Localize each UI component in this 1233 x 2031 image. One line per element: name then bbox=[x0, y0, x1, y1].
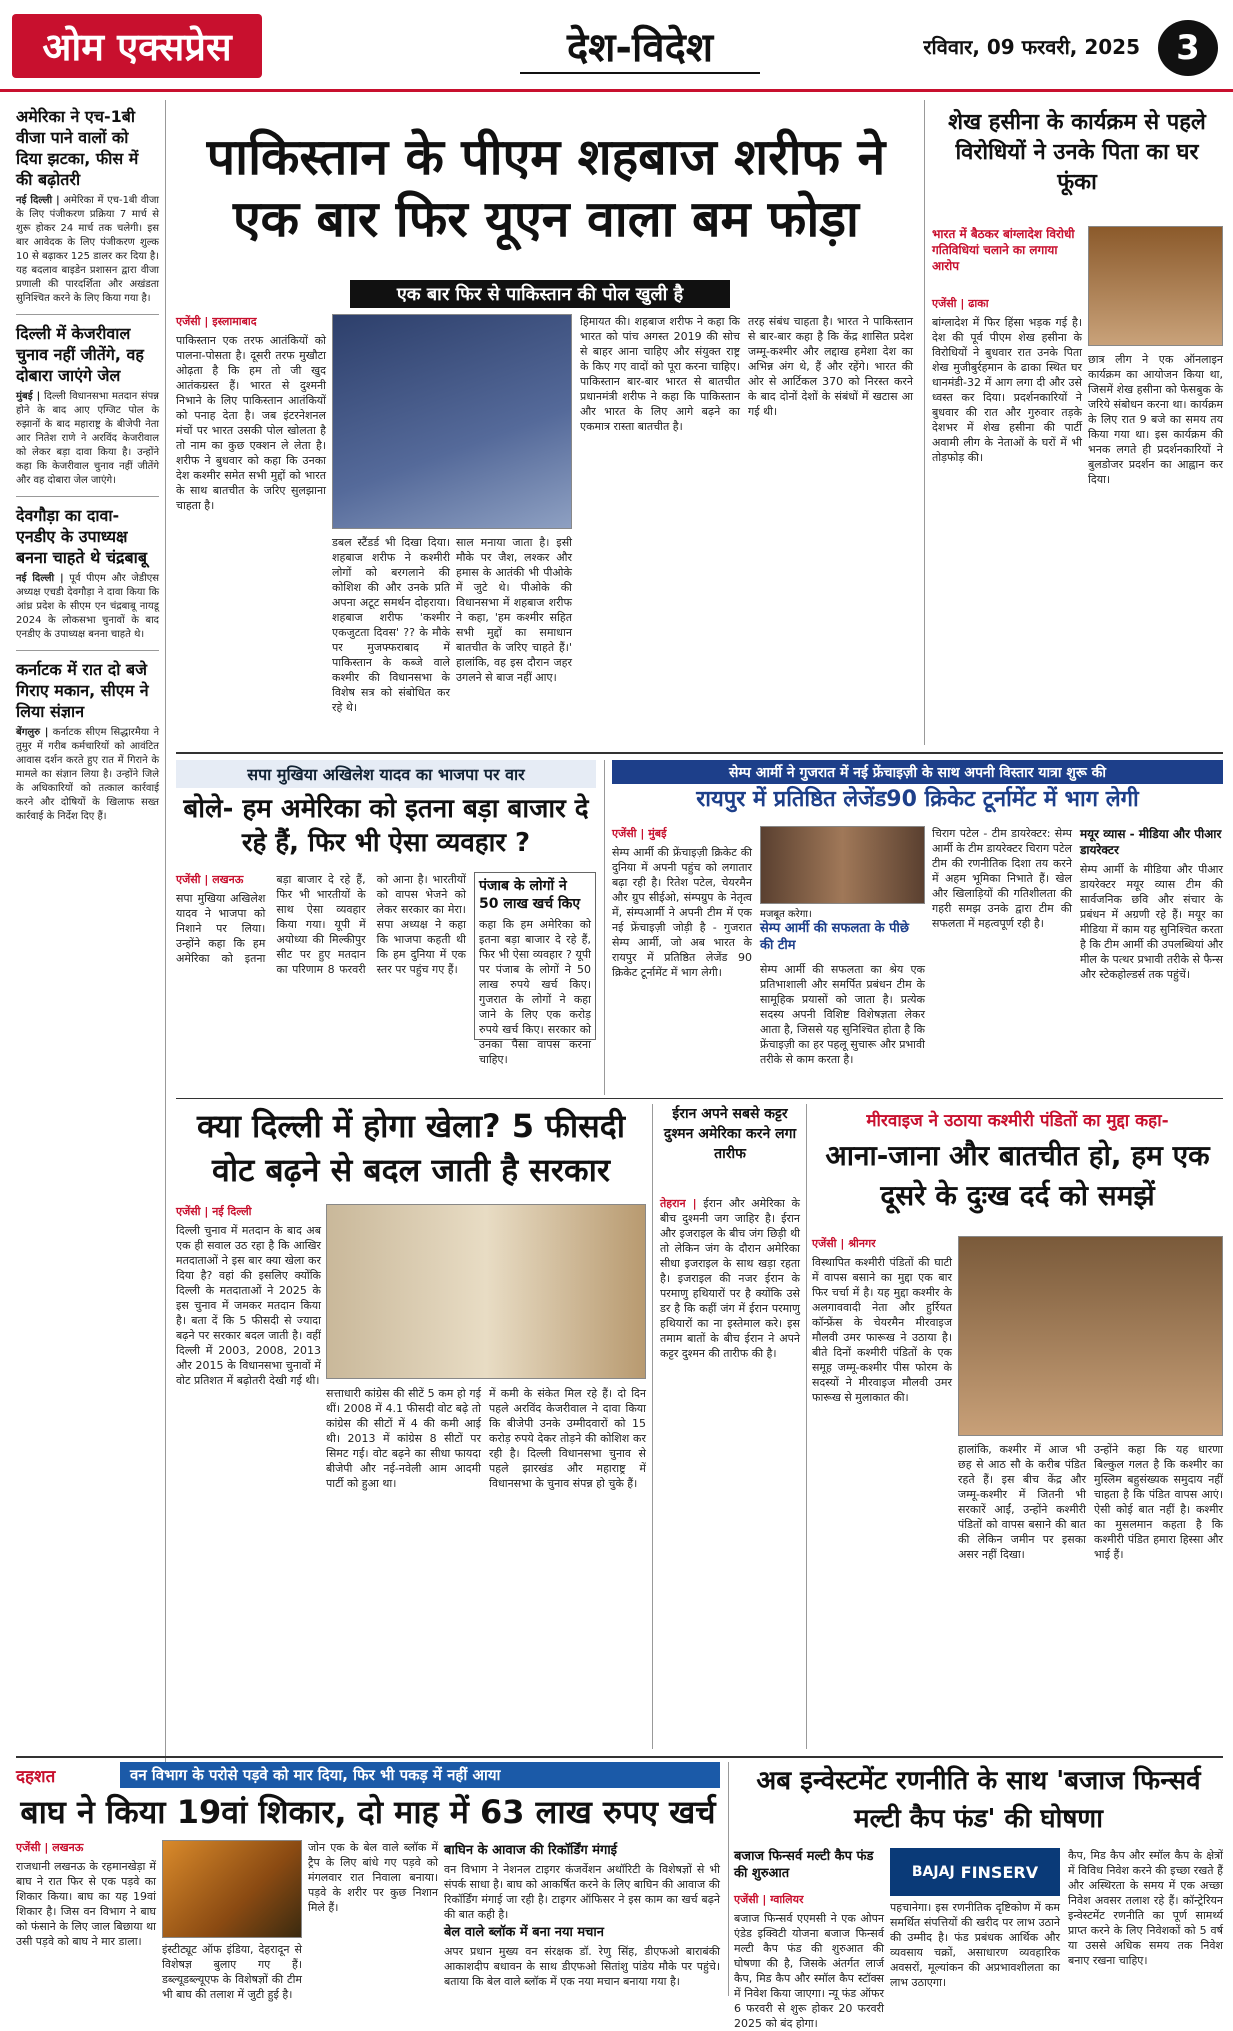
legend90-col-3: चिराग पटेल - टीम डायरेक्टर: सेम्प आर्मी के टीम डायरेक्टर चिराग पटेल टीम की रणनीतिक दिशा तय करने में अहम भूमिका निभाते हैं। खेल और खिलाड़ियों की गतिशीलता की गहरी समझ उनके द्वारा टीम की सफलता में महत्वपूर्ण रही है। bbox=[932, 827, 1072, 930]
mirwaiz-kicker: मीरवाइज ने उठाया कश्मीरी पंडितों का मुद्दा कहा- bbox=[866, 1111, 1169, 1131]
left-story-1 bbox=[16, 106, 159, 306]
left-story-3 bbox=[16, 505, 159, 642]
politicians-photo bbox=[326, 1204, 646, 1379]
iran-headline: ईरान अपने सबसे कट्टर दुश्मन अमेरिका करने लगा तारीफ bbox=[663, 1106, 797, 1162]
akhilesh-text: सपा मुखिया अखिलेश यादव ने भाजपा को निशाने पर लिया। उन्होंने कहा कि हम अमेरिका को इतना बड़ा बाजार दे रहे हैं, फिर भी भारतीयों के साथ ऐसा व्यवहार किया गया। यूपी में अयोध्या की मिल्कीपुर सीट पर हुए मतदान का परिणाम 8 फरवरी को आना है। भारतीयों को वापस भेजने को लेकर सरकार का मेरा। सपा अध्यक्ष ने कहा कि भाजपा कहती थी कि हम दुनिया में एक स्तर पर पहुंच गए हैं। bbox=[176, 873, 466, 976]
bajaj-headline: अब इन्वेस्टमेंट रणनीति के साथ 'बजाज फिन्सर्व मल्टी कैप फंड' की घोषणा bbox=[756, 1766, 1201, 1834]
delhi-col-1 bbox=[176, 1204, 321, 1749]
sidebar-title: पंजाब के लोगों ने 50 लाख खर्च किए bbox=[479, 878, 581, 912]
newspaper-logo: ओम एक्सप्रेस bbox=[12, 14, 262, 78]
tiger-col-3: जोन एक के बेल वाले ब्लॉक में ट्रैप के लिए बांधे गए पड़वे को मंगलवार रात निवाला बनाया। पड़वे के शरीर पर कुछ निशान मिले हैं। bbox=[308, 1841, 438, 1914]
tiger-sub-headline: बाघिन के आवाज की रिकॉर्डिंग मंगाई bbox=[444, 1843, 618, 1858]
lead-col-3: साल मनाया जाता है। इसी मौके पर जैश, लश्कर और हमास के आतंकी भी पीओके में जुटे थे। पीओके की विधानसभा में शहबाज शरीफ ने कहा, 'हम कश्मीर सहित सभी मुद्दों का समाधान बातचीत के जरिए चाहते हैं।' हालांकि, वह इस दौरान जहर उगलने से बाज नहीं आए। bbox=[456, 536, 572, 684]
tiger-col-2: इंस्टीट्यूट ऑफ इंडिया, देहरादून से विशेषज्ञ बुलाए गए हैं। डब्ल्यूडब्ल्यूएफ के विशेषज्ञों की टीम भी बाघ की तलाश में जुटी हुई है। bbox=[162, 1943, 302, 2001]
bajaj-col-1 bbox=[734, 1892, 884, 2030]
sidebar-body: कहा कि हम अमेरिका को इतना बड़ा बाजार दे रहे हैं, फिर भी ऐसा व्यवहार ? यूपी पर पंजाब के लोगों ने 50 लाख रुपये खर्च किए। गुजरात के लोगों ने कहा जाने के लिए एक करोड़ रुपये खर्च किए। सरकार को उनका पैसा वापस करना चाहिए। bbox=[479, 918, 591, 1066]
divider bbox=[728, 1762, 729, 1996]
team-photo bbox=[760, 826, 925, 904]
akhilesh-headline: बोले- हम अमेरिका को इतना बड़ा बाजार दे रहे हैं, फिर भी ऐसा व्यवहार ? bbox=[183, 794, 589, 858]
legend90-sub-body: सेम्प आर्मी की सफलता का श्रेय एक प्रतिभाशाली और समर्पित प्रबंधन टीम के सामूहिक प्रयासों को जाता है। प्रत्येक सदस्य अपनी विशिष्ट विशेषज्ञता लेकर आता है, जिससे यह सुनिश्चित होता है कि फ्रेंचाइज़ी का हर पहलू सुचारू और प्रभावी तरीके से काम करता है। bbox=[760, 963, 925, 1066]
tiger-strap: वन विभाग के परोसे पड़वे को मार दिया, फिर भी पकड़ में नहीं आया bbox=[120, 1762, 720, 1788]
delhi-body: दिल्ली चुनाव में मतदान के बाद अब एक ही सवाल उठ रहा है कि आखिर मतदाताओं ने इस बार क्या खेला कर दिया है? वहां की इसलिए क्योंकि दिल्ली के मतदाताओं ने 2025 के इस चुनाव में जमकर मतदान किया है। बता दें कि 5 फीसदी से ज्यादा बढ़ने पर सरकार बदल जाती है। वहीं दिल्ली में 2003, 2008, 2013 और 2015 के विधानसभा चुनावों में वोट प्रतिशत में बढ़ोतरी देखी गई थी। bbox=[176, 1224, 321, 1387]
story-headline: दिल्ली में केजरीवाल चुनाव नहीं जीतेंगे, वह दोबारा जाएंगे जेल bbox=[16, 324, 144, 385]
tiger-kicker: दहशत bbox=[16, 1766, 56, 1787]
iran-byline: तेहरान | bbox=[660, 1197, 697, 1210]
left-story-4 bbox=[16, 659, 159, 824]
tiger-sub-body: वन विभाग ने नेशनल टाइगर कंजर्वेशन अथॉरिटी के विशेषज्ञों से भी संपर्क साधा है। बाघ को आकर्षित करने के लिए बाघिन की आवाज की रिकॉर्डिंग मंगाई जा रही है। टाइगर ऑफिसर ने इस काम का खर्च बढ़ने की बात कही है। bbox=[444, 1863, 720, 1921]
divider bbox=[176, 1098, 1223, 1099]
tiger-col-1 bbox=[16, 1840, 156, 1996]
delhi-col-3: में कमी के संकेत मिल रहे हैं। दो दिन पहले अरविंद केजरीवाल ने दावा किया कि बीजेपी उनके उम्मीदवारों को 15 करोड़ रुपये देकर तोड़ने की कोशिश कर रही है। दिल्ली विधानसभा चुनाव से पहले झारखंड और महाराष्ट्र में विधानसभा के चुनाव संपन्न हो चुके हैं। bbox=[489, 1387, 646, 1490]
masthead bbox=[0, 0, 1233, 92]
page-number: 3 bbox=[1158, 20, 1218, 76]
tiger-photo bbox=[162, 1840, 302, 1938]
lead-strap: एक बार फिर से पाकिस्तान की पोल खुली है bbox=[350, 280, 730, 308]
tiger-sub2-headline: बेल वाले ब्लॉक में बना नया मचान bbox=[444, 1925, 604, 1940]
story-headline: कर्नाटक में रात दो बजे गिराए मकान, सीएम ने लिया संज्ञान bbox=[16, 660, 149, 721]
bajaj-body: बजाज फिन्सर्व एएमसी ने एक ओपन एंडेड इक्विटी योजना बजाज फिन्सर्व मल्टी कैप फंड की शुरुआत की घोषणा की है, जिसके अंतर्गत लार्ज कैप, मिड कैप और स्मॉल कैप स्टॉक्स में निवेश किया जाएगा। न्यू फंड ऑफर 6 फरवरी से शुरू होकर 20 फरवरी 2025 को बंद होगा। bbox=[734, 1912, 884, 2030]
delhi-headline: क्या दिल्ली में होगा खेला? 5 फीसदी वोट बढ़ने से बदल जाती है सरकार bbox=[196, 1107, 626, 1189]
story-byline: मुंबई | bbox=[16, 391, 41, 402]
burnt-house-photo bbox=[1088, 226, 1223, 346]
story-byline: नई दिल्ली | bbox=[16, 195, 60, 206]
story-headline: देवगौड़ा का दावा- एनडीए के उपाध्यक्ष बनना चाहते थे चंद्रबाबू bbox=[16, 506, 147, 567]
lead-headline: पाकिस्तान के पीएम शहबाज शरीफ ने एक बार फिर यूएन वाला बम फोड़ा bbox=[206, 128, 886, 248]
hasina-deck: भारत में बैठकर बांग्लादेश विरोधी गतिविधियां चलाने का लगाया आरोप bbox=[932, 227, 1075, 273]
tiger-byline: एजेंसी | लखनऊ bbox=[16, 1841, 84, 1854]
divider bbox=[806, 1104, 807, 1749]
lead-col-2: डबल स्टैंडर्ड भी दिखा दिया। शहबाज शरीफ ने कश्मीरी लोगों को बरगलाने की कोशिश की और उनके प्रति अपना अटूट समर्थन दोहराया। शहबाज शरीफ 'कश्मीर एकजुटता दिवस' ?? के मौके पर मुजफ्फराबाद में पाकिस्तान के कब्जे वाले कश्मीर की विधानसभा के विशेष सत्र को संबोधित कर रहे थे। bbox=[332, 536, 450, 714]
divider bbox=[176, 752, 1223, 754]
tiger-body: राजधानी लखनऊ के रहमानखेड़ा में बाघ ने रात फिर से एक पड़वे का शिकार किया। बाघ का यह 19वां शिकार है। जिस वन विभाग ने बाघ को फंसाने के लिए जाल बिछाया था उसी पड़वे को बाघ ने मार डाला। bbox=[16, 1860, 156, 1948]
bajaj-finserv-logo bbox=[890, 1848, 1060, 1896]
divider bbox=[16, 1756, 1223, 1758]
story-byline: बेंगलुरु | bbox=[16, 727, 49, 738]
issue-date: रविवार, 09 फरवरी, 2025 bbox=[923, 34, 1140, 59]
bajaj-logo-text: BAJAJ bbox=[911, 1864, 955, 1880]
story-body: दिल्ली विधानसभा मतदान संपन्न होने के बाद आए एग्जिट पोल के रुझानों के बाद महाराष्ट्र के बीजेपी नेता आर नितेश राणे ने अरविंद केजरीवाल को लेकर बड़ा दावा किया है। उन्होंने कहा कि केजरीवाल चुनाव नहीं जीतेंगे और वह दोबारा जेल जाएंगे। bbox=[16, 391, 160, 486]
story-byline: नई दिल्ली | bbox=[16, 573, 64, 584]
mirwaiz-col-1 bbox=[812, 1236, 952, 1748]
legend90-headline: रायपुर में प्रतिष्ठित लेजेंड90 क्रिकेट टूर्नामेंट में भाग लेगी bbox=[696, 787, 1139, 812]
hasina-headline: शेख हसीना के कार्यक्रम से पहले विरोधियों ने उनके पिता का घर फूंका bbox=[948, 110, 1206, 195]
delhi-col-2: सत्ताधारी कांग्रेस की सीटें 5 कम हो गई थीं। 2008 में 4.1 फीसदी वोट बढ़े तो कांग्रेस की सीटों में 4 की कमी आई थी। 2013 में कांग्रेस 8 सीटों पर सिमट गई। वोट बढ़ने का सीधा फायदा बीजेपी और नई-नवेली आम आदमी पार्टी को हुआ था। bbox=[326, 1387, 481, 1490]
lead-col-4: हिमायत की। शहबाज शरीफ ने कहा कि भारत को पांच अगस्त 2019 की सोच से बाहर आना चाहिए और संयुक्त राष्ट्र के किए गए वादों को पूरा करना चाहिए। पाकिस्तान बार-बार भारत से बातचीत प्रधानमंत्री शरीफ ने कहा कि पाकिस्तान और भारत के लिए आगे बढ़ने का एकमात्र रास्ता बातचीत है। bbox=[580, 315, 740, 433]
bajaj-col-2: पहचानेगा। इस रणनीतिक दृष्टिकोण में कम समर्थित संपत्तियों की खरीद पर लाभ उठाने की उम्मीद है। फंड प्रबंधक आर्थिक और व्यवसाय चक्रों, असाधारण व्यवहारिक अवसरों, मूल्यांकन की अप्रभावशीलता का लाभ उठाएगा। bbox=[890, 1901, 1060, 1989]
story-headline: अमेरिका ने एच-1बी वीजा पाने वालों को दिया झटका, फीस में की बढ़ोतरी bbox=[16, 107, 139, 189]
hasina-byline: एजेंसी | ढाका bbox=[932, 297, 989, 310]
story-body: कर्नाटक सीएम सिद्धारमैया ने तुमुर में गरीब कर्मचारियों को आवंटित आवास दर्शन करते हुए रात में गिराने के मामले का संज्ञान लिया है। उन्होंने जिले के अधिकारियों को तत्काल कार्रवाई करने और दोषियों के खिलाफ सख्त कार्रवाई के निर्देश दिए हैं। bbox=[16, 727, 159, 822]
delhi-byline: एजेंसी | नई दिल्ली bbox=[176, 1205, 252, 1218]
photo-caption: मजबूत करेगा। bbox=[760, 909, 812, 920]
legend90-col-1 bbox=[612, 826, 752, 1091]
left-news-column bbox=[16, 100, 166, 1765]
mirwaiz-body: विस्थापित कश्मीरी पंडितों की घाटी में वापस बसाने का मुद्दा एक बार फिर चर्चा में है। यह मुद्दा कश्मीर के अलगाववादी नेता और हुर्रियत कॉन्फ्रेंस के चेयरमैन मीरवाइज मौलवी उमर फारूख ने उठाया है। बीते दिनों कश्मीरी पंडितों के एक समूह जम्मू-कश्मीर पीस फोरम के सदस्यों ने मीरवाइज मौलवी उमर फारूख से मुलाकात की। bbox=[812, 1256, 952, 1404]
iran-body bbox=[660, 1196, 800, 1748]
bajaj-sub-headline: बजाज फिन्सर्व मल्टी कैप फंड की शुरुआत bbox=[734, 1849, 874, 1881]
bajaj-col-3: कैप, मिड कैप और स्मॉल कैप के क्षेत्रों में विविध निवेश करने की इच्छा रखते हैं और अस्थिरता के समय में एक अच्छा निवेश अवसर तलाश रहे हैं। कॉन्ट्रेरियन इन्वेस्टमेंट रणनीति का पूर्ण सामर्थ्य प्राप्त करने के लिए निवेशकों को 5 वर्ष या उससे अधिक समय तक निवेश बनाए रखना चाहिए। bbox=[1068, 1849, 1223, 1967]
lead-col-5: तरह संबंध चाहता है। भारत ने पाकिस्तान से बार-बार कहा है कि केंद्र शासित प्रदेश जम्मू-कश्मीर और लद्दाख हमेशा देश का अभिन्न अंग थे, हैं और रहेंगे। भारत की ओर से आर्टिकल 370 को निरस्त करने के बाद दोनों देशों के संबंधों में खटास आ गई थी। bbox=[748, 315, 913, 418]
divider bbox=[16, 496, 159, 497]
lead-body: पाकिस्तान एक तरफ आतंकियों को पालना-पोसता है। दूसरी तरफ मुखौटा ओढ़ता है कि हम तो जी खुद आतंकग्रस्त हैं। भारत से दुश्मनी निभाने के लिए पाकिस्तान आतंकियों को पनाह देता है। जब इंटरनेशनल मंचों पर भारत उसकी पोल खोलता है तो नाम का कुछ एक्शन ले लेता है। शरीफ ने बुधवार को कहा कि उनका देश कश्मीर समेत सभी मुद्दों को भारत के साथ बातचीत के जरिए सुलझाना चाहता है। bbox=[176, 334, 326, 512]
iran-text: ईरान और अमेरिका के बीच दुश्मनी जग जाहिर है। ईरान और इजराइल के बीच जंग छिड़ी थी तो लेकिन जंग के दौरान अमेरिका सीधा इजराइल के साथ खड़ा रहता है। इजराइल की नजर ईरान के परमाणु हथियारों पर है क्योंकि उसे डर है कि कहीं जंग में ईरान परमाणु हथियारों का ना इस्तेमाल करे। इस तमाम बातों के बीच ईरान ने अपने कट्टर दुश्मन की तारीफ की है। bbox=[660, 1197, 800, 1360]
shehbaz-sharif-photo bbox=[332, 314, 572, 529]
divider bbox=[16, 314, 159, 315]
mirwaiz-photo bbox=[958, 1236, 1223, 1436]
divider bbox=[652, 1104, 653, 1749]
tiger-sub2-body: अपर प्रधान मुख्य वन संरक्षक डॉ. रेणु सिंह, डीएफओ बाराबंकी आकाशदीप बधावन के साथ डीएफओ सितांशु पांडेय मौके पर पहुंचे। बताया कि बेल वाले ब्लॉक में एक नया मचान बनाया गया है। bbox=[444, 1945, 720, 1988]
mirwaiz-col-3: उन्होंने कहा कि यह धारणा बिल्कुल गलत है कि कश्मीर का मुस्लिम बहुसंख्यक समुदाय नहीं चाहता है कि पंडित वापस आएं। ऐसी कोई बात नहीं है। कश्मीर का मुसलमान कहता है कि कश्मीरी पंडित हमारा हिस्सा और भाई हैं। bbox=[1094, 1443, 1223, 1561]
left-story-2 bbox=[16, 323, 159, 488]
mirwaiz-headline: आना-जाना और बातचीत हो, हम एक दूसरे के दुःख दर्द को समझें bbox=[825, 1139, 1210, 1212]
tiger-headline: बाघ ने किया 19वां शिकार, दो माह में 63 लाख रुपए खर्च bbox=[20, 1793, 716, 1831]
divider bbox=[604, 760, 605, 1095]
legend90-kicker: सेम्प आर्मी ने गुजरात में नई फ्रेंचाइज़ी के साथ अपनी विस्तार यात्रा शुरू की bbox=[612, 760, 1223, 784]
col4-body: सेम्प आर्मी के मीडिया और पीआर डायरेक्टर मयूर व्यास टीम की सार्वजनिक छवि और संचार के प्रबंधन में अग्रणी रहे हैं। मयूर का मीडिया में काम यह सुनिश्चित करता है कि टीम आर्मी की उपलब्धियां और मील के पत्थर प्रभावी तरीके से फैन्स और स्टेकहोल्डर्स तक पहुंचें। bbox=[1080, 863, 1223, 981]
akhilesh-body bbox=[176, 872, 466, 1042]
hasina-col-2: छात्र लीग ने एक ऑनलाइन कार्यक्रम का आयोजन किया था, जिसमें शेख हसीना को फेसबुक के जरिये संबोधन करना था। कार्यक्रम के लिए रात 9 बजे का समय तय किया गया था। इस कार्यक्रम की भनक लगते ही प्रदर्शनकारियों ने बुलडोजर प्रदर्शन का आह्वान कर दिया। bbox=[1088, 353, 1223, 486]
hasina-body: बांग्लादेश में फिर हिंसा भड़क गई है। देश की पूर्व पीएम शेख हसीना के विरोधियों ने बुधवार रात उनके पिता शेख मुजीबुर्रहमान के ढाका स्थित घर धानमंडी-32 में आग लगा दी और उसे ध्वस्त कर दिया। प्रदर्शनकारियों ने बुधवार की रात और गुरुवार तड़के देशभर में शेख हसीना की पार्टी अवामी लीग के नेताओं के घरों में भी तोड़फोड़ की। bbox=[932, 316, 1082, 464]
divider bbox=[16, 650, 159, 651]
story-body: पूर्व पीएम और जेडीएस अध्यक्ष एचडी देवगौड़ा ने दावा किया कि आंध्र प्रदेश के सीएम एन चंद्रबाबू नायडू 2024 के लोकसभा चुनावों के बाद एनडीए के उपाध्यक्ष बनना चाहते थे। bbox=[16, 573, 160, 640]
lead-col-1 bbox=[176, 314, 326, 744]
akhilesh-byline: एजेंसी | लखनऊ bbox=[176, 873, 244, 886]
legend90-subheadline: सेम्प आर्मी की सफलता के पीछे की टीम bbox=[760, 921, 909, 953]
legend90-byline: एजेंसी | मुंबई bbox=[612, 827, 667, 840]
mirwaiz-col-2: हालांकि, कश्मीर में आज भी छह से आठ सौ के करीब पंडित रहते हैं। इस बीच केंद्र और जम्मू-कश्मीर में जितनी भी सरकारें आईं, उन्होंने कश्मीरी पंडितों को वापस बसाने की बात की लेकिन जमीन पर इसका असर नहीं दिखा। bbox=[958, 1443, 1086, 1561]
bajaj-byline: एजेंसी | ग्वालियर bbox=[734, 1893, 804, 1906]
section-title: देश-विदेश bbox=[520, 18, 760, 74]
col4-title: मयूर व्यास - मीडिया और पीआर डायरेक्टर bbox=[1080, 827, 1222, 857]
legend90-body: सेम्प आर्मी की फ्रेंचाइज़ी क्रिकेट की दुनिया में अपनी पहुंच को लगातार बढ़ा रही है। रितेश पटेल, चेयरमैन और ग्रुप सीईओ, संम्पग्रुप के नेतृत्व में, संम्पआर्मी ने अपनी टीम में एक नई फ्रेंचाइज़ी जोड़ी है - गुजरात सेम्प आर्मी, जो अब भारत के रायपुर में प्रतिष्ठित लेजेंड 90 क्रिकेट टूर्नामेंट में भाग लेगी। bbox=[612, 846, 752, 979]
akhilesh-kicker: सपा मुखिया अखिलेश यादव का भाजपा पर वार bbox=[176, 760, 596, 788]
tiger-sidebar bbox=[444, 1840, 720, 1996]
lead-byline: एजेंसी | इस्लामाबाद bbox=[176, 315, 257, 328]
legend90-col-4 bbox=[1080, 826, 1223, 1091]
story-body: अमेरिका में एच-1बी वीजा के लिए पंजीकरण प्रक्रिया 7 मार्च से शुरू होकर 24 मार्च तक चलेगी। इस बार आवेदक के लिए पंजीकरण शुल्क 10 से बढ़ाकर 125 डालर कर दिया है। यह बदलाव बाइडेन प्रशासन द्वारा वीजा प्रणाली की पारदर्शिता और अखंडता सुनिश्चित करने के लिए किया गया है। bbox=[16, 195, 159, 304]
divider bbox=[924, 100, 925, 745]
hasina-col-1 bbox=[932, 296, 1082, 746]
bajaj-logo-brand: FINSERV bbox=[960, 1862, 1039, 1882]
akhilesh-sidebar bbox=[474, 872, 596, 1066]
mirwaiz-byline: एजेंसी | श्रीनगर bbox=[812, 1237, 876, 1250]
